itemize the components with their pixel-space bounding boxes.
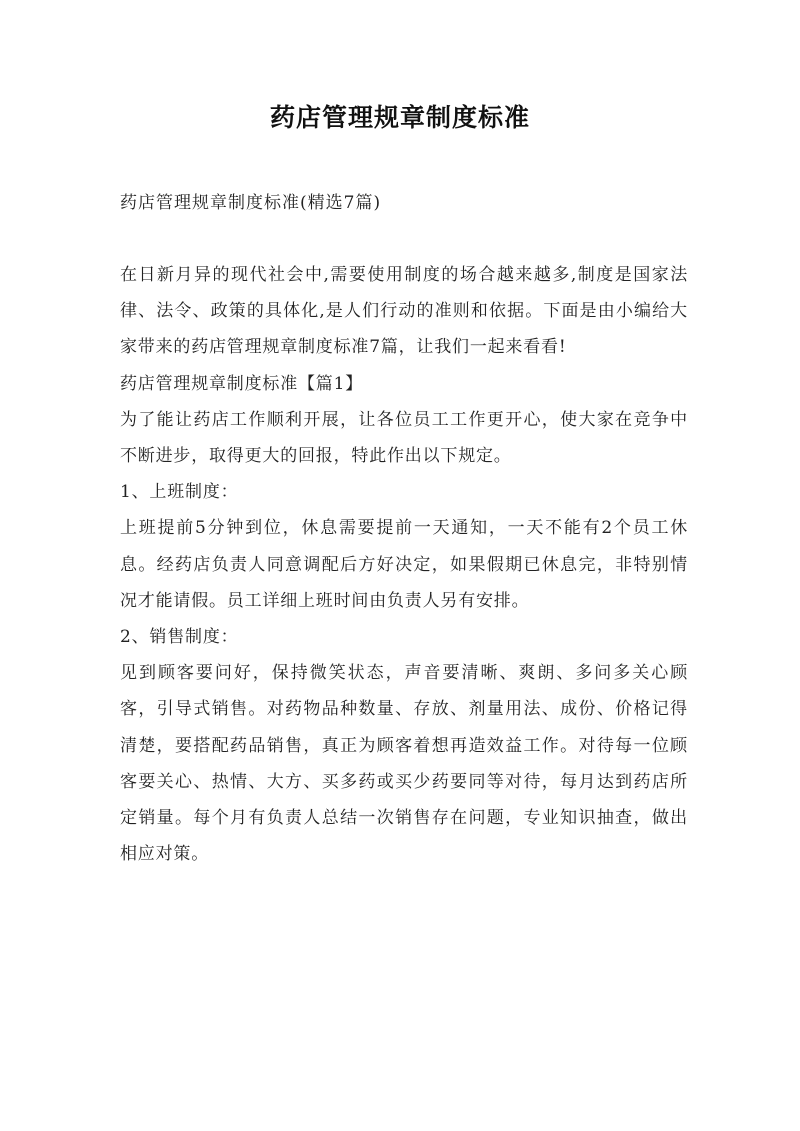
work-schedule-paragraph: 上班提前5分钟到位，休息需要提前一天通知，一天不能有2个员工休息。经药店负责人同意调配后方好决定，如果假期已休息完，非特别情况才能请假。员工详细上班时间由负责人另有安排。 (120, 518, 688, 611)
sales-policy-paragraph: 见到顾客要问好，保持微笑状态，声音要清晰、爽朗、多问多关心顾客，引导式销售。对药物品种数量、存放、剂量用法、成份、价格记得清楚，要搭配药品销售，真正为顾客着想再造效益工作。对待每一位顾客要关心、热情、大方、买多药或买少药要同等对待，每月达到药店所定销量。每个月有负责人总结一次销售存在问题，专业知识抽查，做出相应对策。 (120, 663, 688, 865)
document-title: 药店管理规章制度标准 (269, 103, 530, 132)
part-1-intro-paragraph: 为了能让药店工作顺利开展，让各位员工工作更开心，使大家在竞争中不断进步，取得更大的回报，特此作出以下规定。 (120, 409, 688, 467)
intro-paragraph: 在日新月异的现代社会中,需要使用制度的场合越来越多,制度是国家法律、法令、政策的具体化,是人们行动的准则和依据。下面是由小编给大家带来的药店管理规章制度标准7篇，让我们一起来看看! (120, 265, 688, 358)
document-subtitle: 药店管理规章制度标准(精选7篇) (120, 193, 382, 213)
work-schedule-heading: 1、上班制度： (120, 482, 239, 503)
document-body (120, 257, 688, 872)
section-heading-part-1: 药店管理规章制度标准【篇1】 (120, 373, 364, 394)
sales-policy-heading: 2、销售制度： (120, 627, 239, 648)
